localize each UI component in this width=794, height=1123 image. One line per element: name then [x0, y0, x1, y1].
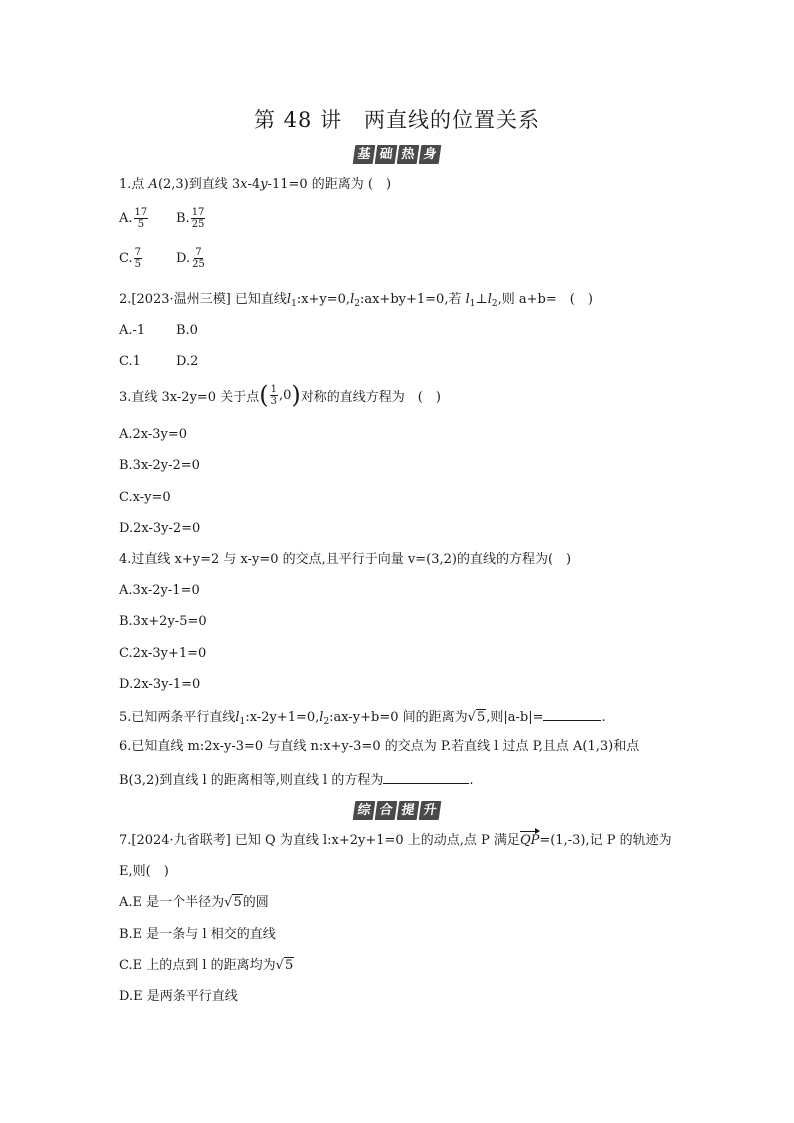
question-1-stem: 1.点 A(2,3)到直线 3x-4y-11=0 的距离为 ( )	[119, 177, 392, 192]
question-2-stem: 2.[2023·温州三模] 已知直线$l_1:x+y=0,l_2:ax+by+1=0$,若 $l_1\perp l_2$,则 a+b= ( )	[119, 292, 593, 309]
question-3-option-c: C.x-y=0	[119, 490, 171, 505]
question-7-option-a: A.E 是一个半径为√5的圆	[119, 895, 269, 910]
question-3-option-a: A.2x-3y=0	[119, 427, 188, 442]
question-4-stem: 4.过直线 x+y=2 与 x-y=0 的交点,且平行于向量 v=(3,2)的直线的方程为( )	[119, 552, 572, 567]
banner-char: 础	[375, 145, 398, 164]
section-banner-basic	[354, 145, 440, 164]
question-4-option-d: D.2x-3y-1=0	[119, 677, 201, 692]
question-6-stem-line-2: B(3,2)到直线 l 的距离相等,则直线 l 的方程为 .	[119, 773, 474, 788]
question-2-option-b: B.0	[176, 323, 198, 338]
question-7-option-d: D.E 是两条平行直线	[119, 989, 238, 1004]
question-2-option-c: C.1	[119, 354, 141, 369]
question-7-option-b: B.E 是一条与 l 相交的直线	[119, 927, 276, 942]
banner-char: 身	[419, 145, 442, 164]
section-banner-advanced	[354, 801, 440, 820]
banner-char: 升	[419, 801, 442, 820]
question-1-option-c: C. $\frac{7}{5}$	[119, 247, 141, 270]
answer-blank[interactable]	[543, 708, 601, 721]
vector-qp: QP	[519, 833, 540, 848]
question-5-stem: 5.已知两条平行直线$l_1:x-2y+1=0,l_2:ax-y+b=0$ 间的距离为√5,则|a-b|= .	[119, 710, 606, 727]
question-6-stem-line-1: 6.已知直线 m:2x-y-3=0 与直线 n:x+y-3=0 的交点为 P.若直线 l 过点 P,且点 A(1,3)和点	[119, 739, 640, 754]
banner-char: 基	[353, 145, 376, 164]
question-4-option-b: B.3x+2y-5=0	[119, 614, 207, 629]
question-7-stem-line-2: E,则( )	[119, 864, 169, 879]
question-4-option-a: A.3x-2y-1=0	[119, 583, 200, 598]
question-1-option-d: D. $\frac{7}{25}$	[176, 247, 205, 270]
question-1-option-b: B. $\frac{17}{25}$	[176, 207, 205, 230]
question-3-option-b: B.3x-2y-2=0	[119, 458, 200, 473]
banner-char: 合	[375, 801, 398, 820]
question-3-option-d: D.2x-3y-2=0	[119, 521, 201, 536]
answer-blank[interactable]	[383, 771, 469, 784]
banner-char: 热	[397, 145, 420, 164]
banner-char: 综	[353, 801, 376, 820]
question-4-option-c: C.2x-3y+1=0	[119, 646, 207, 661]
question-7-option-c: C.E 上的点到 l 的距离均为√5	[119, 958, 294, 973]
page-title: 第 48 讲 两直线的位置关系	[253, 108, 541, 132]
question-3-stem: 3.直线 3x-2y=0 关于点 ( $\frac{1}{3}$ ,0 ) 对称的直线方程为 ( )	[119, 381, 441, 409]
question-7-stem-line-1: 7.[2024·九省联考] 已知 Q 为直线 l:x+2y+1=0 上的动点,点 P 满足QP=(1,-3),记 P 的轨迹为	[119, 833, 672, 848]
question-2-option-d: D.2	[176, 354, 199, 369]
question-2-option-a: A.-1	[119, 323, 146, 338]
banner-char: 提	[397, 801, 420, 820]
question-1-option-a: A. $\frac{17}{5}$	[119, 207, 148, 230]
